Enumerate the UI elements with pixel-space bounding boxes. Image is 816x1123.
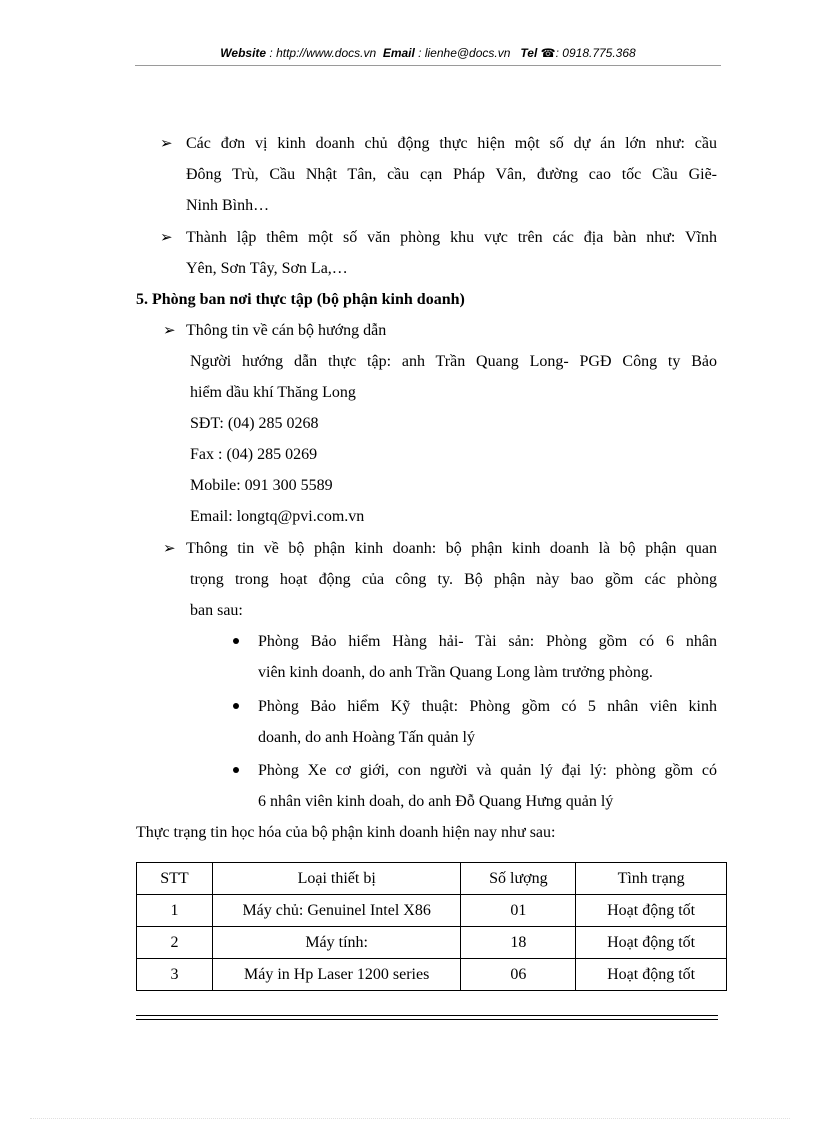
cell-device: Máy in Hp Laser 1200 series <box>212 959 461 991</box>
header-quantity: Số lượng <box>461 863 576 895</box>
guide-email: Email: longtq@pvi.com.vn <box>190 508 365 525</box>
bullet-line: Yên, Sơn Tây, Sơn La,… <box>186 260 348 277</box>
tel-value: : 0918.775.368 <box>555 46 636 60</box>
table-row <box>137 895 727 927</box>
equipment-table <box>136 862 727 991</box>
website-label: Website <box>220 46 267 60</box>
guide-phone: SĐT: (04) 285 0268 <box>190 415 319 432</box>
dept-line: Thông tin về bộ phận kinh doanh: bộ phận kinh doanh là bộ phận quan <box>186 540 717 557</box>
cell-quantity: 01 <box>461 895 576 927</box>
bullet-line: Ninh Bình… <box>186 197 270 214</box>
cell-device: Máy tính: <box>212 927 461 959</box>
cell-device: Máy chủ: Genuinel Intel X86 <box>212 895 461 927</box>
page-edge-divider <box>30 1118 790 1119</box>
guide-mobile: Mobile: 091 300 5589 <box>190 477 333 494</box>
arrow-bullet-icon: ➢ <box>163 541 176 557</box>
email-value[interactable]: : lienhe@docs.vn <box>418 46 511 60</box>
guide-fax: Fax : (04) 285 0269 <box>190 446 318 463</box>
arrow-bullet-icon: ➢ <box>160 230 173 246</box>
room-line: Phòng Bảo hiểm Kỹ thuật: Phòng gồm có 5 nhân viên kinh <box>258 698 717 715</box>
cell-quantity: 06 <box>461 959 576 991</box>
bullet-dot-icon <box>233 638 239 644</box>
dept-line: trọng trong hoạt động của công ty. Bộ phận này bao gồm các phòng <box>190 571 717 588</box>
status-intro: Thực trạng tin học hóa của bộ phận kinh doanh hiện nay như sau: <box>136 824 556 841</box>
cell-stt: 1 <box>137 895 213 927</box>
table-header-row <box>137 863 727 895</box>
arrow-bullet-icon: ➢ <box>160 136 173 152</box>
cell-quantity: 18 <box>461 927 576 959</box>
cell-status: Hoạt động tốt <box>576 895 727 927</box>
cell-stt: 2 <box>137 927 213 959</box>
footer-divider <box>136 1019 718 1020</box>
cell-status: Hoạt động tốt <box>576 927 727 959</box>
tel-label: Tel <box>520 46 538 60</box>
room-line: Phòng Bảo hiểm Hàng hải- Tài sản: Phòng gồm có 6 nhân <box>258 633 717 650</box>
room-line: doanh, do anh Hoàng Tấn quản lý <box>258 729 475 746</box>
room-line: viên kinh doanh, do anh Trần Quang Long làm trưởng phòng. <box>258 664 653 681</box>
header-status: Tình trạng <box>576 863 727 895</box>
bullet-dot-icon <box>233 767 239 773</box>
guide-line: Người hướng dẫn thực tập: anh Trần Quang Long- PGĐ Công ty Bảo <box>190 353 717 370</box>
footer-divider <box>136 1015 718 1016</box>
room-line: 6 nhân viên kinh doah, do anh Đỗ Quang Hưng quản lý <box>258 793 614 810</box>
cell-status: Hoạt động tốt <box>576 959 727 991</box>
website-url[interactable]: : http://www.docs.vn <box>269 46 377 60</box>
room-line: Phòng Xe cơ giới, con người và quản lý đại lý: phòng gồm có <box>258 762 717 779</box>
cell-stt: 3 <box>137 959 213 991</box>
table-row <box>137 927 727 959</box>
bullet-line: Đông Trù, Cầu Nhật Tân, cầu cạn Pháp Vân, đường cao tốc Cầu Giẽ- <box>186 166 717 183</box>
page-header <box>135 46 721 60</box>
dept-line: ban sau: <box>190 602 243 619</box>
phone-icon: ☎ <box>540 46 556 60</box>
bullet-dot-icon <box>233 703 239 709</box>
header-stt: STT <box>137 863 213 895</box>
bullet-line: Các đơn vị kinh doanh chủ động thực hiện một số dự án lớn như: cầu <box>186 135 717 152</box>
header-divider <box>135 65 721 66</box>
email-label: Email <box>382 46 415 60</box>
table-row <box>137 959 727 991</box>
arrow-bullet-icon: ➢ <box>163 323 176 339</box>
guide-title: Thông tin về cán bộ hướng dẫn <box>186 322 387 339</box>
header-device-type: Loại thiết bị <box>212 863 461 895</box>
bullet-line: Thành lập thêm một số văn phòng khu vực trên các địa bàn như: Vĩnh <box>186 229 717 246</box>
guide-line: hiểm dầu khí Thăng Long <box>190 384 356 401</box>
section-heading: 5. Phòng ban nơi thực tập (bộ phận kinh doanh) <box>136 291 465 308</box>
